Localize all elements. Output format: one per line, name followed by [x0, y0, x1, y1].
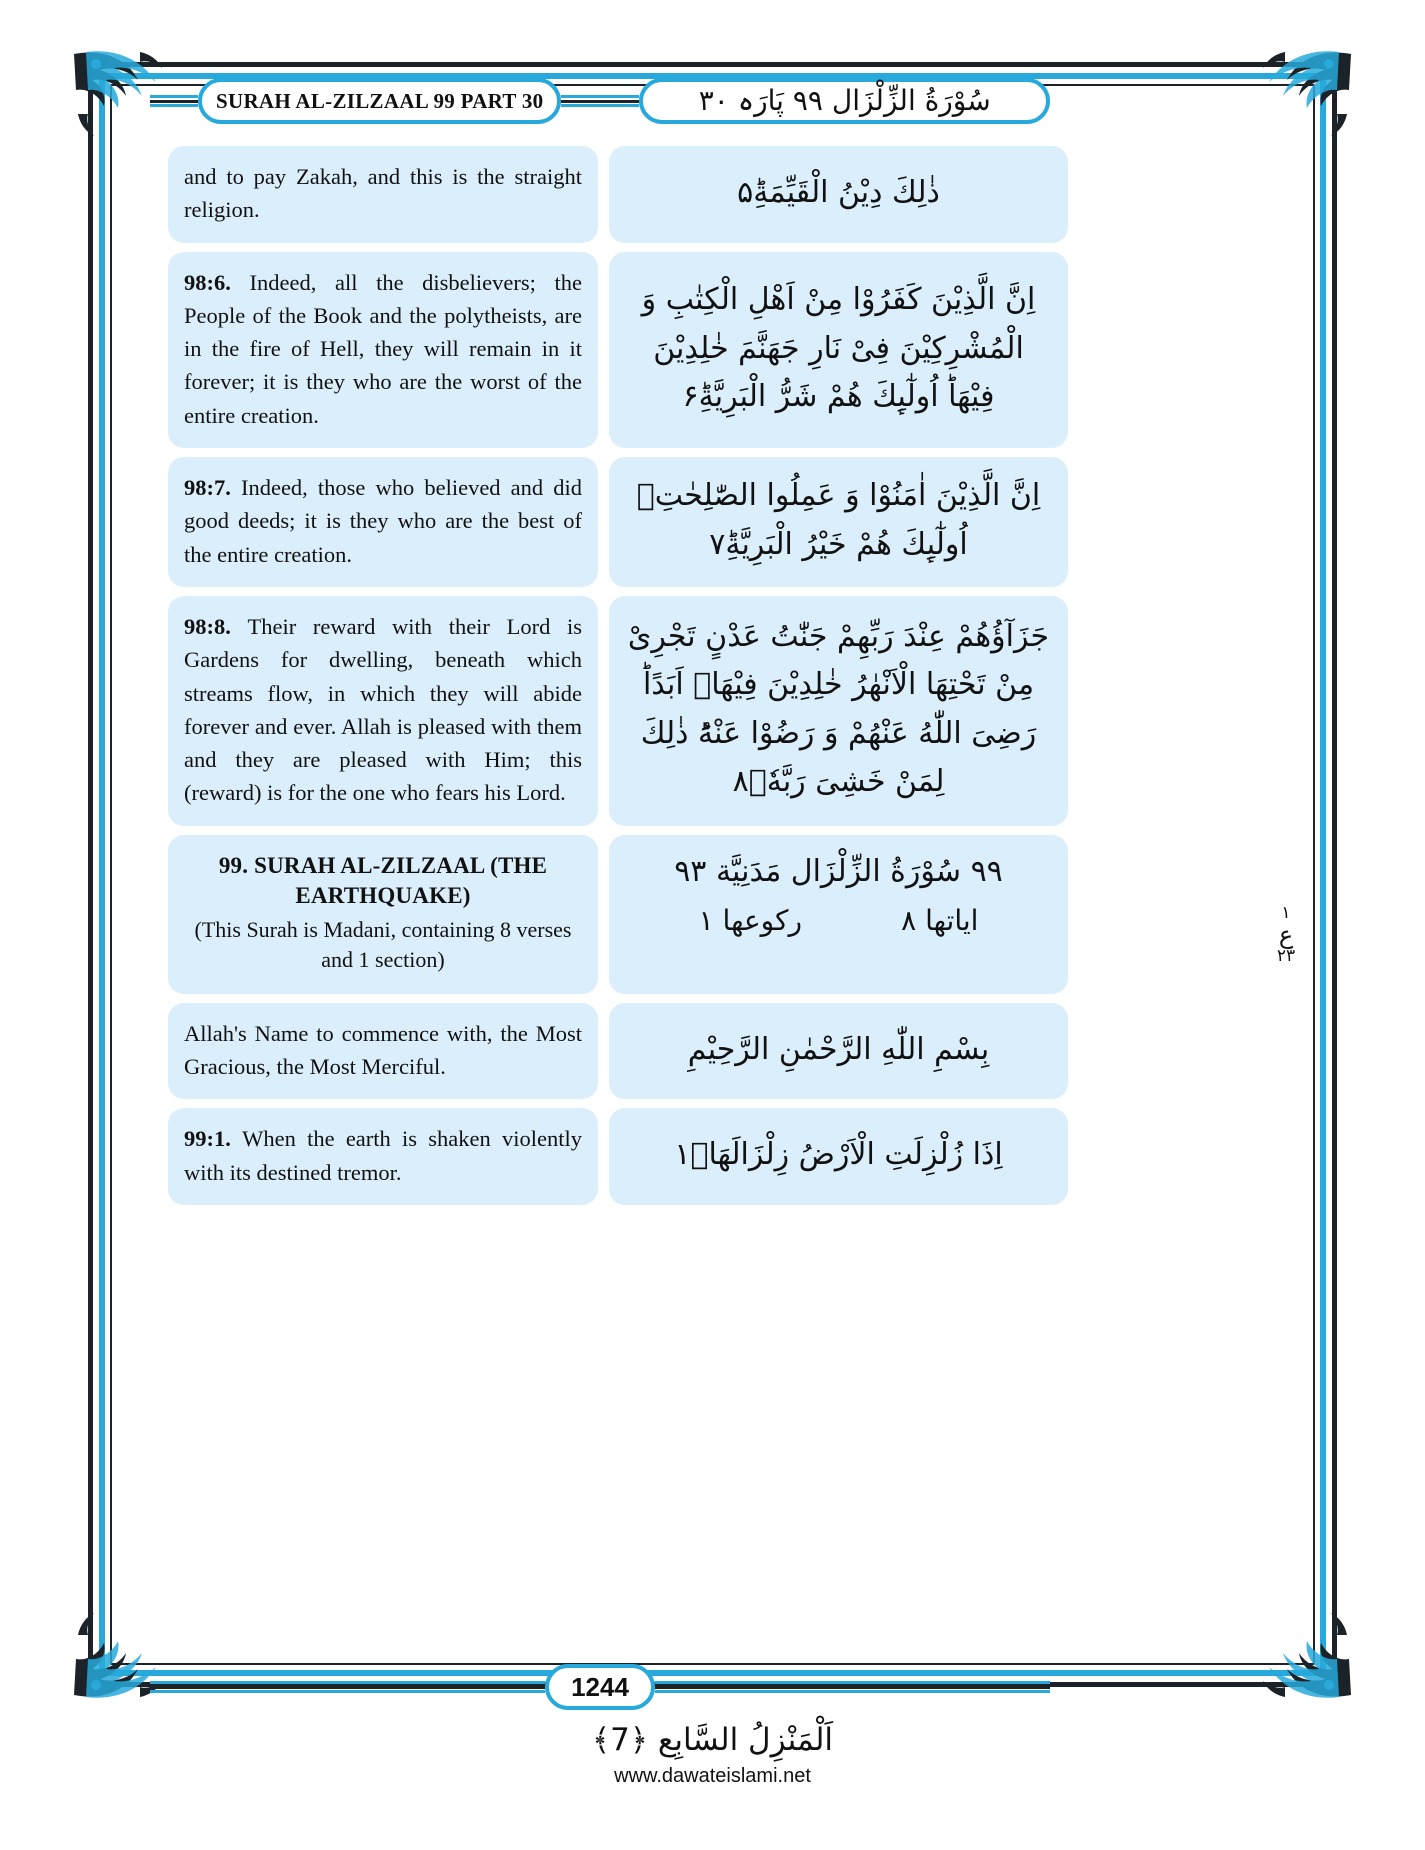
verse-arabic-text: اِنَّ الَّذِیْنَ اٰمَنُوْا وَ عَمِلُوا الصّٰلِحٰتِۙ اُولٰٓىِٕكَ هُمْ خَیْرُ الْبَرِیَّةِؕ۷ [609, 457, 1068, 587]
ruku-margin-marker [1269, 905, 1303, 966]
footer-sub-block [0, 1722, 1425, 1788]
page-header [150, 62, 1050, 140]
verse-english-text: Indeed, those who believed and did good deeds; it is they who are the best of the entire creation. [184, 475, 582, 567]
verse-row [168, 457, 1068, 587]
surah-heading-english [168, 835, 598, 994]
verse-arabic-text: ذٰلِكَ دِیْنُ الْقَیِّمَةِؕ۵ [609, 146, 1068, 243]
verse-english-cell [168, 596, 598, 826]
surah-heading-row [168, 835, 1068, 994]
header-title-arabic: سُوْرَةُ الزِّلْزَال ٩٩ پَارَہ ٣٠ [698, 84, 991, 117]
ruku-symbol-icon: ع [1278, 920, 1294, 949]
verse-arabic-text: اِنَّ الَّذِیْنَ كَفَرُوْا مِنْ اَهْلِ الْكِتٰبِ وَ الْمُشْرِكِیْنَ فِیْ نَارِ جَهَنَّمَ خٰلِدِیْنَ فِیْهَاؕ اُولٰٓىِٕكَ هُمْ شَرُّ الْبَرِیَّةِؕ۶ [609, 252, 1068, 448]
surah-title-english: 99. SURAH AL-ZILZAAL (THE EARTHQUAKE) [218, 852, 548, 909]
verse-english-text: Indeed, all the disbelievers; the People of the Book and the polytheists, are in the fire of Hell, they will remain in it forever; it is they who are the worst of the entire creation. [184, 269, 582, 428]
header-title-en-pill [198, 78, 561, 124]
verse-english-cell [168, 1108, 598, 1205]
page-number: 1244 [571, 1671, 629, 1702]
verse-number: 98:7. [184, 475, 241, 501]
verse-row [168, 1108, 1068, 1205]
verse-english-cell [168, 252, 598, 448]
header-title-ar-pill [639, 78, 1050, 124]
surah-ruku-count-arabic: رکوعها ١ [698, 903, 803, 937]
manzil-label: اَلْمَنْزِلُ السَّابِع ﴿7﴾ [591, 1722, 834, 1758]
header-rule-left [150, 95, 198, 107]
surah-title-arabic: ٩٩ سُوْرَةُ الزِّلْزَال مَدَنِیَّة ٩٣ [674, 853, 1003, 889]
verse-number: 98:8. [184, 613, 248, 639]
page-number-pill [545, 1664, 655, 1710]
verse-english-text: and to pay Zakah, and this is the straight religion. [168, 146, 598, 243]
verse-row [168, 146, 1068, 243]
verse-arabic-text: جَزَآؤُهُمْ عِنْدَ رَبِّهِمْ جَنّٰتُ عَدْنٍ تَجْرِیْ مِنْ تَحْتِهَا الْاَنْهٰرُ خٰلِدِیْنَ فِیْهَاۤ اَبَدًاؕ رَضِیَ اللّٰهُ عَنْهُمْ وَ رَضُوْا عَنْهُؕ ذٰلِكَ لِمَنْ خَشِیَ رَبَّهٗ۠۸ [609, 596, 1068, 826]
verse-list [168, 146, 1068, 1205]
verse-number: 99:1. [184, 1126, 243, 1152]
ruku-number-top: ١ [1281, 903, 1291, 923]
surah-ayaat-count-arabic: ایاتها ٨ [901, 903, 979, 937]
header-rule-middle [561, 95, 639, 107]
surah-subtitle-english: (This Surah is Madani, containing 8 verses and 1 section) [194, 916, 572, 973]
header-title-english: SURAH AL-ZILZAAL 99 PART 30 [216, 88, 544, 113]
ruku-number-bottom: ٢٣ [1276, 946, 1296, 967]
website-url: www.dawateislami.net [614, 1765, 811, 1788]
footer-rule-right [655, 1681, 1050, 1693]
verse-english-text: Their reward with their Lord is Gardens for dwelling, beneath which streams flow, in which they will abide forever and ever. Allah is pleased with them and they are pleased with Him; this (reward) is for the one who fears his Lord. [184, 613, 582, 806]
verse-row [168, 596, 1068, 826]
page-footer [150, 1652, 1050, 1722]
verse-english-cell [168, 457, 598, 587]
verse-number: 98:6. [184, 269, 250, 295]
verse-row [168, 252, 1068, 448]
surah-heading-arabic [609, 835, 1068, 994]
verse-arabic-text: اِذَا زُلْزِلَتِ الْاَرْضُ زِلْزَالَهَاۙ۱ [609, 1108, 1068, 1205]
bismillah-english-text: Allah's Name to commence with, the Most Gracious, the Most Merciful. [168, 1003, 598, 1100]
verse-english-text: When the earth is shaken violently with its destined tremor. [184, 1126, 583, 1185]
bismillah-arabic-text: بِسْمِ اللّٰهِ الرَّحْمٰنِ الرَّحِیْمِ [609, 1003, 1068, 1100]
bismillah-row [168, 1003, 1068, 1100]
surah-meta-arabic [627, 900, 1050, 942]
footer-rule-left [150, 1681, 545, 1693]
